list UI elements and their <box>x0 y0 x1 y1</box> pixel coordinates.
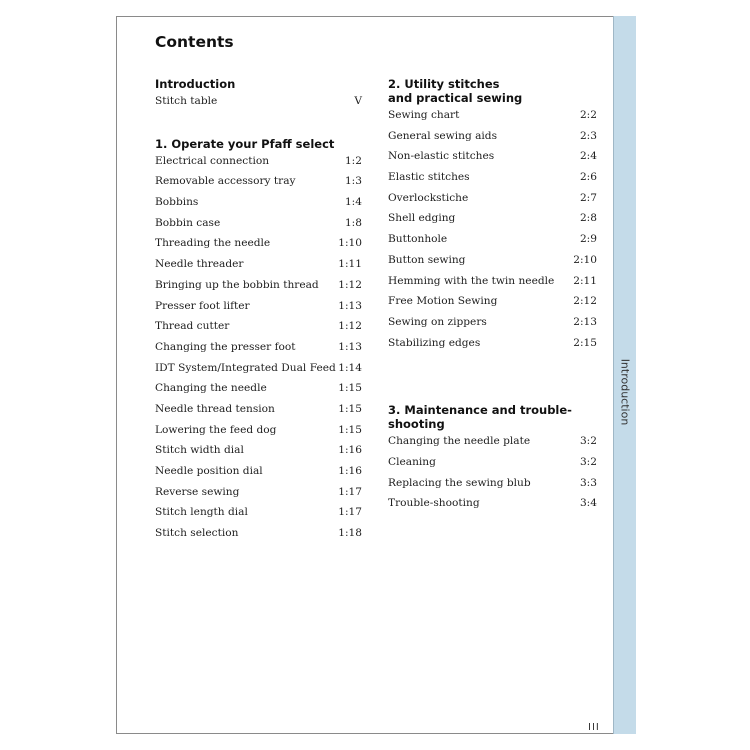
toc-entry-label: Hemming with the twin needle <box>388 274 555 287</box>
toc-entry-label: Bobbins <box>155 196 199 209</box>
toc-entry-page: 1:18 <box>338 527 362 540</box>
toc-entry-label: Overlockstiche <box>388 191 469 204</box>
toc-entry-label: Button sewing <box>388 253 466 266</box>
toc-entry-page: 1:2 <box>344 154 362 167</box>
toc-entry <box>388 452 597 473</box>
toc-entry-page: 1:17 <box>338 485 362 498</box>
toc-entry-page: 1:14 <box>338 361 362 374</box>
toc-entry <box>388 431 597 452</box>
toc-entry <box>155 440 362 461</box>
toc-entry <box>155 316 362 337</box>
toc-heading-section-1: 1. Operate your Pfaff select <box>155 136 335 151</box>
toc-entry-page: 2:11 <box>573 274 597 287</box>
toc-entry <box>388 291 597 312</box>
toc-entry-page: 1:12 <box>338 320 362 333</box>
toc-heading-section-2-line1: 2. Utility stitches <box>388 77 500 91</box>
toc-entry-page: 2:4 <box>579 150 597 163</box>
toc-entry-page: 2:3 <box>579 129 597 142</box>
toc-entry-label: Electrical connection <box>155 154 270 167</box>
toc-entry-label: Thread cutter <box>155 320 230 333</box>
toc-entry-page: 2:7 <box>579 191 597 204</box>
toc-entry-label: Needle threader <box>155 258 244 271</box>
toc-left-column <box>155 77 362 544</box>
toc-entry-label: Stitch length dial <box>155 506 248 519</box>
toc-entry-page: 2:13 <box>573 315 597 328</box>
toc-entry-page: 2:10 <box>573 253 597 266</box>
toc-entry <box>155 171 362 192</box>
toc-entry <box>155 233 362 254</box>
toc-entry-label: Non-elastic stitches <box>388 150 495 163</box>
toc-entry-label: Trouble-shooting <box>388 497 480 510</box>
toc-list-section-3 <box>388 431 597 514</box>
toc-entry-page: 1:15 <box>338 382 362 395</box>
toc-entry-label: Lowering the feed dog <box>155 423 277 436</box>
toc-list-section-1 <box>155 151 362 544</box>
toc-entry-label: Elastic stitches <box>388 171 470 184</box>
toc-entry-page: 3:2 <box>579 435 597 448</box>
toc-entry-page: 1:12 <box>338 278 362 291</box>
toc-entry-page: V <box>354 95 362 107</box>
toc-entry <box>155 192 362 213</box>
toc-entry <box>155 502 362 523</box>
toc-entry-label: Bobbin case <box>155 216 221 229</box>
toc-entry <box>155 523 362 544</box>
side-tab-label: Introduction <box>618 358 632 426</box>
toc-entry <box>155 151 362 172</box>
toc-entry <box>155 358 362 379</box>
toc-entry-page: 1:8 <box>344 216 362 229</box>
toc-entry <box>155 213 362 234</box>
toc-entry-page: 1:4 <box>344 196 362 209</box>
toc-entry-page: 1:15 <box>338 402 362 415</box>
toc-entry-label: Needle position dial <box>155 465 263 477</box>
toc-entry-page: 3:3 <box>579 476 597 489</box>
toc-entry <box>388 188 597 209</box>
toc-entry-page: 1:10 <box>338 237 362 250</box>
toc-entry-page: 2:9 <box>579 233 597 246</box>
toc-entry-label: Free Motion Sewing <box>388 295 498 308</box>
toc-entry-label: Replacing the sewing blub <box>388 476 531 489</box>
toc-entry <box>388 271 597 292</box>
toc-entry-page: 2:6 <box>579 171 597 184</box>
toc-entry-label: Shell edging <box>388 212 456 225</box>
toc-entry-label: Stitch table <box>155 95 218 107</box>
toc-entry-page: 3:2 <box>579 455 597 468</box>
toc-entry-label: Sewing on zippers <box>388 315 487 328</box>
toc-entry-page: 1:16 <box>338 465 362 477</box>
toc-entry-page: 1:16 <box>338 444 362 457</box>
toc-list-introduction <box>155 91 362 112</box>
toc-entry-label: Stitch width dial <box>155 444 244 457</box>
toc-entry-label: Reverse sewing <box>155 485 240 498</box>
toc-entry-label: Removable accessory tray <box>155 175 296 188</box>
page-number: III <box>588 722 600 733</box>
toc-entry <box>155 420 362 441</box>
toc-list-section-2 <box>388 105 597 353</box>
toc-entry <box>155 275 362 296</box>
toc-entry-label: Changing the presser foot <box>155 340 296 353</box>
section-side-tab <box>613 16 636 734</box>
toc-entry <box>155 482 362 503</box>
toc-entry <box>388 229 597 250</box>
toc-entry-label: Changing the needle <box>155 382 267 395</box>
toc-entry-label: Changing the needle plate <box>388 435 531 448</box>
toc-entry-label: Stitch selection <box>155 527 239 540</box>
toc-entry <box>388 208 597 229</box>
toc-entry-label: Presser foot lifter <box>155 299 250 312</box>
toc-entry <box>388 126 597 147</box>
toc-entry <box>388 312 597 333</box>
toc-entry-page: 2:12 <box>573 295 597 308</box>
toc-entry-label: Threading the needle <box>155 237 271 250</box>
toc-heading-introduction: Introduction <box>155 77 236 91</box>
toc-entry <box>155 378 362 399</box>
toc-entry-page: 1:15 <box>338 423 362 436</box>
toc-entry <box>388 250 597 271</box>
toc-entry <box>155 91 362 112</box>
toc-entry <box>155 461 362 482</box>
toc-entry <box>155 399 362 420</box>
page-title: Contents <box>155 33 234 51</box>
toc-entry-label: Needle thread tension <box>155 402 275 415</box>
toc-entry-page: 1:13 <box>338 340 362 353</box>
toc-entry-label: Bringing up the bobbin thread <box>155 278 319 291</box>
toc-entry-page: 3:4 <box>579 497 597 510</box>
toc-entry <box>388 105 597 126</box>
toc-entry <box>388 167 597 188</box>
toc-entry-page: 2:15 <box>573 336 597 349</box>
toc-entry <box>155 337 362 358</box>
toc-entry-page: 2:2 <box>579 109 597 121</box>
toc-entry-label: Buttonhole <box>388 233 448 246</box>
toc-entry-page: 1:13 <box>338 299 362 312</box>
toc-entry-label: Stabilizing edges <box>388 336 481 349</box>
toc-entry <box>388 493 597 514</box>
toc-entry-label: Cleaning <box>388 455 436 468</box>
toc-entry <box>155 254 362 275</box>
toc-entry-page: 1:17 <box>338 506 362 519</box>
toc-entry <box>388 146 597 167</box>
toc-entry <box>388 473 597 494</box>
toc-entry-label: General sewing aids <box>388 129 498 142</box>
toc-entry-page: 1:3 <box>344 175 362 188</box>
toc-entry-page: 2:8 <box>579 212 597 225</box>
toc-entry-label: Sewing chart <box>388 109 460 121</box>
toc-entry-label: IDT System/Integrated Dual Feed <box>155 361 336 374</box>
toc-heading-section-2-line2: and practical sewing <box>388 91 523 105</box>
toc-entry <box>388 333 597 354</box>
toc-entry-page: 1:11 <box>338 258 362 271</box>
toc-heading-section-3: 3. Maintenance and trouble-shooting <box>388 403 572 432</box>
toc-entry <box>155 296 362 317</box>
toc-right-column <box>388 77 597 514</box>
